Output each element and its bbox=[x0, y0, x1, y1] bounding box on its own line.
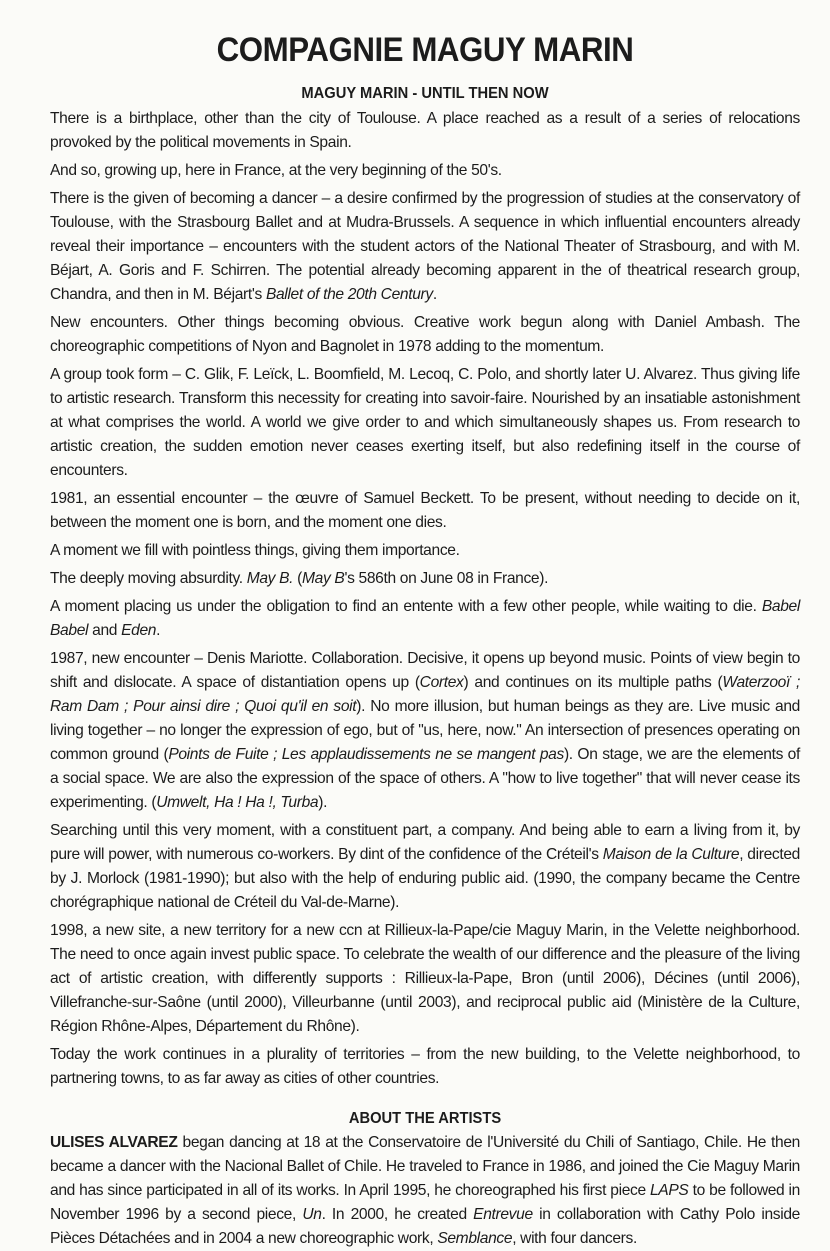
italic-title-run: Points de Fuite ; Les applaudissements ne se mangent pas bbox=[168, 746, 564, 763]
text-run: . bbox=[156, 622, 161, 639]
section-body-about-artists bbox=[50, 1131, 800, 1251]
italic-title-run: Waterzooï ; Ram Dam ; Pour ainsi dire ; Quoi qu'il en soit bbox=[50, 674, 800, 715]
italic-title-run: Cortex bbox=[419, 674, 464, 691]
section-body-maguy-marin bbox=[50, 107, 800, 1091]
text-run: ). bbox=[318, 794, 328, 811]
text-run: began dancing at 18 at the Conservatoire de l'Université du Chili of Santiago, Chile. He then became a dancer with the Nacional Ballet of Chile. He traveled to France in 1986, and joined the Cie Maguy Marin and has since participated in all of its works. In April 1995, he choreographed his first piece bbox=[50, 1134, 800, 1199]
italic-title-run: May B bbox=[301, 570, 345, 587]
page-title: COMPAGNIE MAGUY MARIN bbox=[216, 31, 634, 69]
text-run: Today the work continues in a plurality of territories – from the new building, to the Velette neighborhood, to partnering towns, to as far away as cities of other countries. bbox=[50, 1046, 800, 1087]
italic-title-run: Babel Babel bbox=[50, 598, 800, 639]
italic-title-run: Eden bbox=[121, 622, 157, 639]
artist-name: ULISES ALVAREZ bbox=[50, 1134, 178, 1151]
italic-title-run: Semblance bbox=[437, 1230, 513, 1247]
paragraph bbox=[50, 311, 800, 359]
text-run: 1981, an essential encounter – the œuvre of Samuel Beckett. To be present, without needing to decide on it, between the moment one is born, and the moment one dies. bbox=[50, 490, 800, 531]
italic-title-run: May B. bbox=[246, 570, 294, 587]
italic-title-run: Umwelt, Ha ! Ha !, Turba bbox=[156, 794, 319, 811]
text-run: New encounters. Other things becoming obvious. Creative work begun along with Daniel Ambash. The choreographic competitions of Nyon and Bagnolet in 1978 adding to the momentum. bbox=[50, 314, 800, 355]
paragraph bbox=[50, 567, 800, 591]
italic-title-run: Un bbox=[302, 1206, 322, 1223]
text-run: to be followed in November 1996 by a second piece, bbox=[50, 1182, 800, 1223]
text-run: There is the given of becoming a dancer – a desire confirmed by the progression of studies at the conservatory of Toulouse, with the Strasbourg Ballet and at Mudra-Brussels. A sequence in which influential encounters already reveal their importance – encounters with the student actors of the National Theater of Strasbourg, and with M. Béjart, A. Goris and F. Schirren. The potential already becoming apparent in the of theatrical research group, Chandra, and then in M. Béjart's bbox=[50, 190, 800, 303]
paragraph bbox=[50, 107, 800, 155]
paragraph bbox=[50, 187, 800, 307]
text-run: . bbox=[432, 286, 437, 303]
paragraph bbox=[50, 539, 800, 563]
text-run: 's 586th on June 08 in France). bbox=[344, 570, 549, 587]
paragraph bbox=[50, 647, 800, 815]
paragraph bbox=[50, 363, 800, 483]
text-run: , with four dancers. bbox=[512, 1230, 637, 1247]
text-run: The deeply moving absurdity. bbox=[50, 570, 247, 587]
section-heading-about-artists: ABOUT THE ARTISTS bbox=[348, 1110, 502, 1127]
text-run: A group took form – C. Glik, F. Leïck, L. Boomfield, M. Lecoq, C. Polo, and shortly later U. Alvarez. Thus giving life to artistic research. Transform this necessity for creating into savoir-faire. Nourished by an insatiable astonishment at what comprises the world. A world we give order to and which simultaneously shapes us. From research to artistic creation, the sudden emotion never ceases exerting itself, but also redefining itself in the course of encounters. bbox=[50, 366, 800, 479]
italic-title-run: LAPS bbox=[649, 1182, 689, 1199]
section-heading-maguy-marin: MAGUY MARIN - UNTIL THEN NOW bbox=[301, 85, 549, 102]
paragraph bbox=[50, 819, 800, 915]
text-run: And so, growing up, here in France, at the very beginning of the 50's. bbox=[50, 162, 502, 179]
text-run: ) and continues on its multiple paths ( bbox=[463, 674, 723, 691]
paragraph bbox=[50, 159, 800, 183]
artist-paragraph bbox=[50, 1131, 800, 1251]
text-run: 1998, a new site, a new territory for a new ccn at Rillieux-la-Pape/cie Maguy Marin, in the Velette neighborhood. The need to once again invest public space. To celebrate the wealth of our difference and the pleasure of the living act of artistic creation, with differently supports : Rillieux-la-Pape, Bron (until 2006), Décines (until 2006), Villefranche-sur-Saône (until 2000), Villeurbanne (until 2003), and reciprocal public aid (Ministère de la Culture, Région Rhône-Alpes, Département du Rhône). bbox=[50, 922, 800, 1035]
text-run: There is a birthplace, other than the city of Toulouse. A place reached as a result of a series of relocations provoked by the political movements in Spain. bbox=[50, 110, 800, 151]
text-run: ( bbox=[293, 570, 302, 587]
paragraph bbox=[50, 595, 800, 643]
text-run: A moment placing us under the obligation to find an entente with a few other people, while waiting to die. bbox=[50, 598, 762, 615]
italic-title-run: Maison de la Culture bbox=[602, 846, 740, 863]
text-run: 1987, new encounter – Denis Mariotte. Collaboration. Decisive, it opens up beyond music. Points of view begin to shift and dislocate. A space of distantiation opens up ( bbox=[50, 650, 800, 691]
text-run: and bbox=[88, 622, 122, 639]
italic-title-run: Entrevue bbox=[473, 1206, 533, 1223]
text-run: ). No more illusion, but human beings as they are. Live music and living together – no longer the expression of ego, but of "us, here, now." An intersection of presences operating on common ground ( bbox=[50, 698, 800, 763]
text-run: in collaboration with Cathy Polo inside Pièces Détachées and in 2004 a new choreographic work, bbox=[50, 1206, 801, 1247]
paragraph bbox=[50, 1043, 800, 1091]
paragraph bbox=[50, 919, 800, 1039]
paragraph bbox=[50, 487, 800, 535]
text-run: . In 2000, he created bbox=[321, 1206, 474, 1223]
italic-title-run: Ballet of the 20th Century bbox=[265, 286, 433, 303]
text-run: , directed by J. Morlock (1981-1990); but also with the help of enduring public aid. (1990, the company became the Centre chorégraphique national de Créteil du Val-de-Marne). bbox=[50, 846, 800, 911]
text-run: A moment we fill with pointless things, giving them importance. bbox=[50, 542, 460, 559]
text-run: Searching until this very moment, with a constituent part, a company. And being able to earn a living from it, by pure will power, with numerous co-workers. By dint of the confidence of the Créteil's bbox=[50, 822, 800, 863]
text-run: ). On stage, we are the elements of a social space. We are also the expression of the space of others. A "how to live together" that will never cease its experimenting. ( bbox=[50, 746, 800, 811]
